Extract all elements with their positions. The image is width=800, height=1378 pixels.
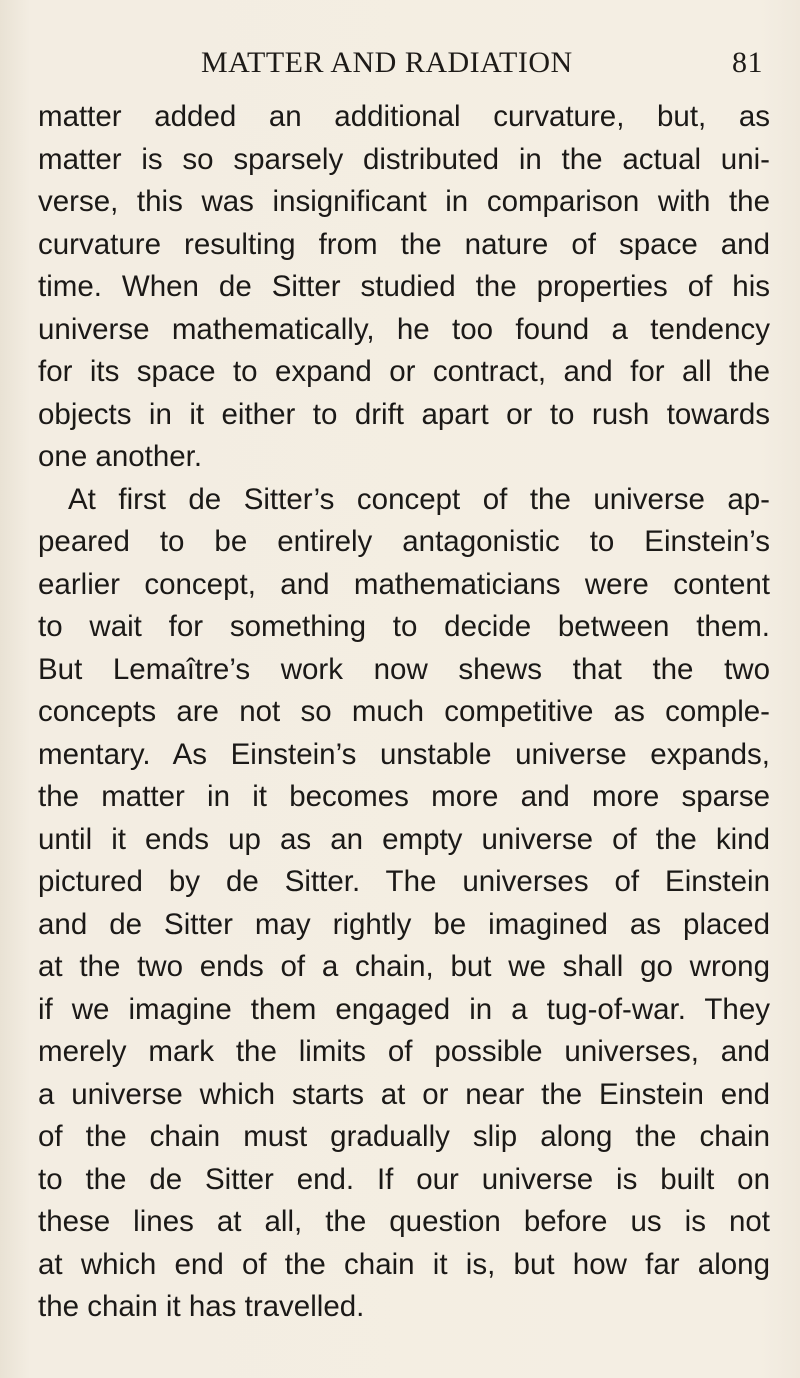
- body-text: [38, 96, 770, 1329]
- text-line: to wait for something to decide between them.: [38, 610, 770, 643]
- text-line: objects in it either to drift apart or to rush towards: [38, 397, 770, 431]
- text-line: if we imagine them engaged in a tug-of-war. They: [38, 992, 770, 1026]
- text-line: these lines at all, the question before us is not: [38, 1205, 770, 1238]
- text-line: universe mathematically, he too found a tendency: [38, 312, 770, 346]
- text-line: verse, this was insignificant in comparison with the: [38, 185, 770, 218]
- text-line: pictured by de Sitter. The universes of Einstein: [38, 865, 770, 898]
- page-number: 81: [732, 46, 763, 79]
- text-line: earlier concept, and mathematicians were content: [38, 567, 770, 601]
- text-line: of the chain must gradually slip along the chain: [38, 1120, 770, 1153]
- text-line: the matter in it becomes more and more sparse: [38, 780, 770, 813]
- text-line: a universe which starts at or near the Einstein end: [38, 1077, 770, 1111]
- text-line: matter is so sparsely distributed in the actual uni-: [38, 142, 770, 176]
- text-line: merely mark the limits of possible universes, and: [38, 1035, 770, 1068]
- text-line: until it ends up as an empty universe of the kind: [38, 822, 770, 856]
- text-line: peared to be entirely antagonistic to Einstein’s: [38, 525, 770, 558]
- text-line: at the two ends of a chain, but we shall go wrong: [38, 950, 770, 983]
- text-line: the chain it has travelled.: [38, 1290, 365, 1323]
- text-line: matter added an additional curvature, but, as: [38, 100, 770, 133]
- running-head: [0, 40, 800, 84]
- text-line: time. When de Sitter studied the properties of his: [38, 270, 770, 303]
- text-line: at which end of the chain it is, but how far along: [38, 1247, 770, 1281]
- text-line: and de Sitter may rightly be imagined as placed: [38, 907, 770, 941]
- text-line: concepts are not so much competitive as comple-: [38, 695, 770, 728]
- text-line: to the de Sitter end. If our universe is built on: [38, 1162, 770, 1196]
- running-title: MATTER AND RADIATION: [201, 46, 573, 79]
- text-line: for its space to expand or contract, and for all the: [38, 355, 770, 388]
- text-line: But Lemaître’s work now shews that the two: [38, 652, 770, 686]
- text-line: curvature resulting from the nature of space and: [38, 227, 770, 261]
- text-line: one another.: [38, 440, 203, 473]
- text-line: At first de Sitter’s concept of the universe ap-: [68, 482, 770, 516]
- text-line: mentary. As Einstein’s unstable universe expands,: [38, 737, 770, 771]
